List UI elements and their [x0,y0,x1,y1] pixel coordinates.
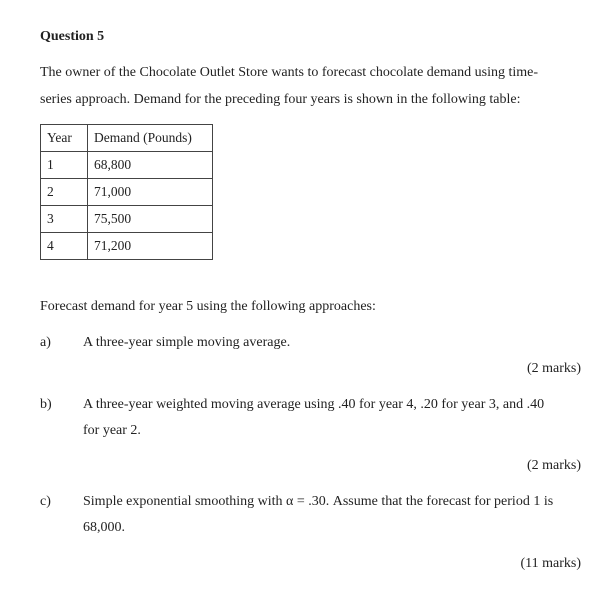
intro-text-line-1: The owner of the Chocolate Outlet Store wants to forecast chocolate demand using time- [40,65,539,80]
table-row [41,233,213,260]
part-b-text-line-1: A three-year weighted moving average using .40 for year 4, .20 for year 3, and .40 [83,397,545,412]
header-demand: Demand (Pounds) [88,125,213,152]
intro-text-line-2: series approach. Demand for the preceding four years is shown in the following table: [40,92,521,107]
header-year: Year [41,125,88,152]
table-header-row [41,125,213,152]
part-a-text: A three-year simple moving average. [83,335,291,350]
part-b-label: b) [40,397,52,412]
part-a-marks: (2 marks) [526,361,581,376]
table-row [41,206,213,233]
demand-cell: 71,200 [88,233,213,260]
year-cell: 3 [41,206,88,233]
demand-cell: 68,800 [88,152,213,179]
year-cell: 2 [41,179,88,206]
part-b-text-line-2: for year 2. [83,423,141,438]
part-c-label: c) [40,494,51,509]
forecast-prompt: Forecast demand for year 5 using the following approaches: [40,299,376,314]
part-c-marks: (11 marks) [520,556,581,571]
part-a-label: a) [40,335,51,350]
demand-cell: 71,000 [88,179,213,206]
demand-table [40,124,213,260]
year-cell: 4 [41,233,88,260]
table-row [41,152,213,179]
demand-cell: 75,500 [88,206,213,233]
table-row [41,179,213,206]
part-b-marks: (2 marks) [526,458,581,473]
question-title: Question 5 [40,29,105,44]
part-c-text-line-1: Simple exponential smoothing with α = .30. Assume that the forecast for period 1 is [83,494,554,509]
part-c-text-line-2: 68,000. [83,520,125,535]
year-cell: 1 [41,152,88,179]
